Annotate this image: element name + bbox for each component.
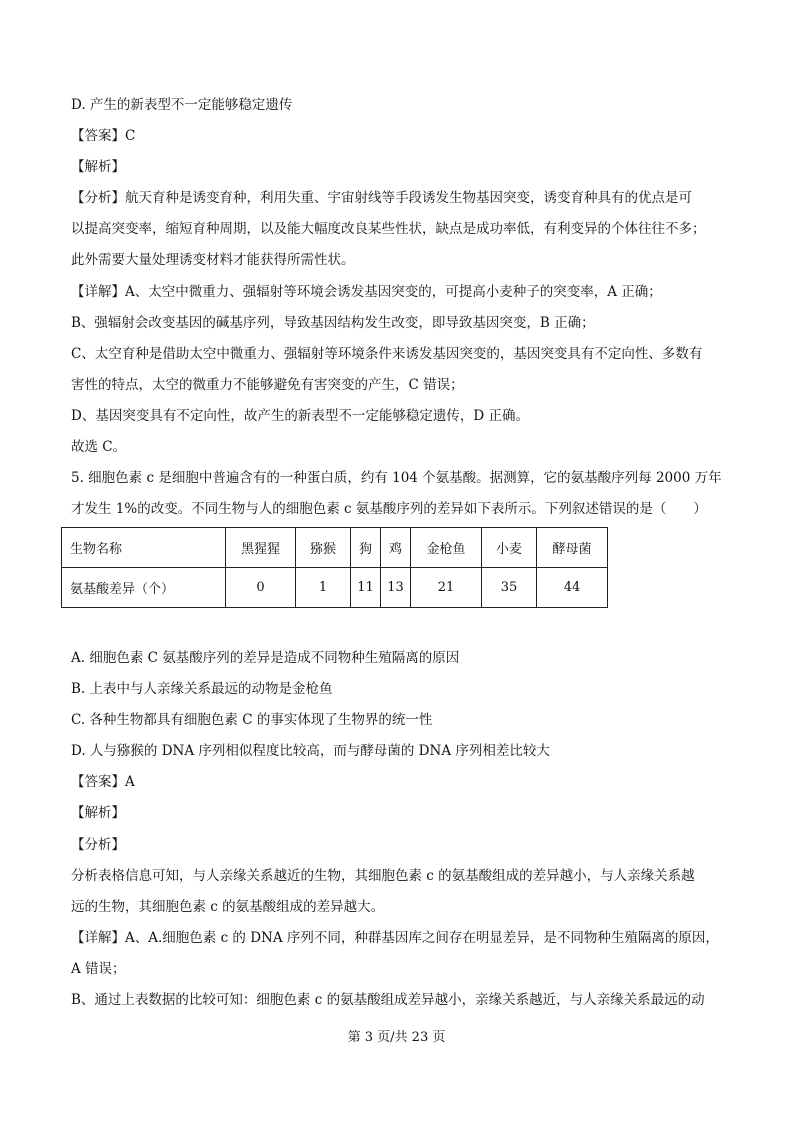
page-number-footer: 第 3 页/共 23 页: [347, 1030, 446, 1045]
table-cell: 酵母菌: [537, 528, 608, 568]
table-cell: 狗: [351, 528, 381, 568]
answer-label: 【答案】C: [71, 128, 136, 144]
analysis-label: 【分析】: [71, 837, 125, 853]
detail-text-line: C、太空育种是借助太空中微重力、强辐射等环境条件来诱发基因突变的，基因突变具有不定向性、多数有: [71, 346, 703, 362]
question-5-stem: 才发生 1%的改变。不同生物与人的细胞色素 c 氨基酸序列的差异如下表所示。下列叙述错误的是（ ）: [71, 501, 707, 517]
table-cell: 0: [226, 568, 296, 608]
choice-conclusion: 故选 C。: [71, 439, 127, 455]
detail-text-line: 害性的特点，太空的微重力不能够避免有害突变的产生，C 错误；: [71, 377, 464, 393]
table-cell: 44: [537, 568, 608, 608]
table-cell: 1: [296, 568, 351, 608]
option-c: C. 各种生物都具有细胞色素 C 的事实体现了生物界的统一性: [71, 712, 433, 728]
table-header-row: [62, 528, 608, 568]
detail-text-line: D、基因突变具有不定向性，故产生的新表型不一定能够稳定遗传，D 正确。: [71, 408, 529, 424]
analysis-text-line: 分析表格信息可知，与人亲缘关系越近的生物，其细胞色素 c 的氨基酸组成的差异越小，与人亲缘关系越: [71, 868, 695, 884]
analysis-text-line: 远的生物，其细胞色素 c 的氨基酸组成的差异越大。: [71, 899, 385, 915]
option-a: A. 细胞色素 C 氨基酸序列的差异是造成不同物种生殖隔离的原因: [71, 650, 460, 666]
table-cell: 黑猩猩: [226, 528, 296, 568]
amino-acid-difference-table: [61, 527, 608, 608]
detail-text-line: A 错误；: [71, 961, 126, 977]
analysis-text-line: 【分析】航天育种是诱变育种，利用失重、宇宙射线等手段诱发生物基因突变，诱变育种具有的优点是可: [71, 190, 692, 206]
detail-text-line: B、强辐射会改变基因的碱基序列，导致基因结构发生改变，即导致基因突变，B 正确；: [71, 315, 595, 331]
analysis-heading: 【解析】: [71, 805, 125, 821]
analysis-text-line: 以提高突变率，缩短育种周期，以及能大幅度改良某些性状，缺点是成功率低，有利变异的个体往往不多；: [71, 221, 706, 237]
detail-text-line: 【详解】A、A.细胞色素 c 的 DNA 序列不同，种群基因库之间存在明显差异，是不同物种生殖隔离的原因，: [71, 930, 719, 946]
option-d-previous: D. 产生的新表型不一定能够稳定遗传: [71, 97, 293, 113]
table-cell: 13: [381, 568, 411, 608]
table-cell: 小麦: [482, 528, 537, 568]
answer-label: 【答案】A: [71, 774, 135, 790]
question-5-stem: 5. 细胞色素 c 是细胞中普遍含有的一种蛋白质，约有 104 个氨基酸。据测算，它的氨基酸序列每 2000 万年: [71, 470, 722, 486]
detail-text-line: B、通过上表数据的比较可知：细胞色素 c 的氨基酸组成差异越小，亲缘关系越近，与人亲缘关系最远的动: [71, 992, 705, 1008]
option-b: B. 上表中与人亲缘关系最远的动物是金枪鱼: [71, 681, 333, 697]
table-cell: 氨基酸差异（个）: [62, 568, 226, 608]
analysis-heading: 【解析】: [71, 159, 125, 175]
table-cell: 11: [351, 568, 381, 608]
table-cell: 鸡: [381, 528, 411, 568]
table-row: [62, 568, 608, 608]
analysis-text-line: 此外需要大量处理诱变材料才能获得所需性状。: [71, 252, 355, 268]
table-cell: 生物名称: [62, 528, 226, 568]
table-cell: 金枪鱼: [411, 528, 482, 568]
table-cell: 35: [482, 568, 537, 608]
table-cell: 猕猴: [296, 528, 351, 568]
detail-text-line: 【详解】A、太空中微重力、强辐射等环境会诱发基因突变的，可提高小麦种子的突变率，A 正确；: [71, 284, 662, 300]
option-d: D. 人与猕猴的 DNA 序列相似程度比较高，而与酵母菌的 DNA 序列相差比较大: [71, 743, 550, 759]
table-cell: 21: [411, 568, 482, 608]
